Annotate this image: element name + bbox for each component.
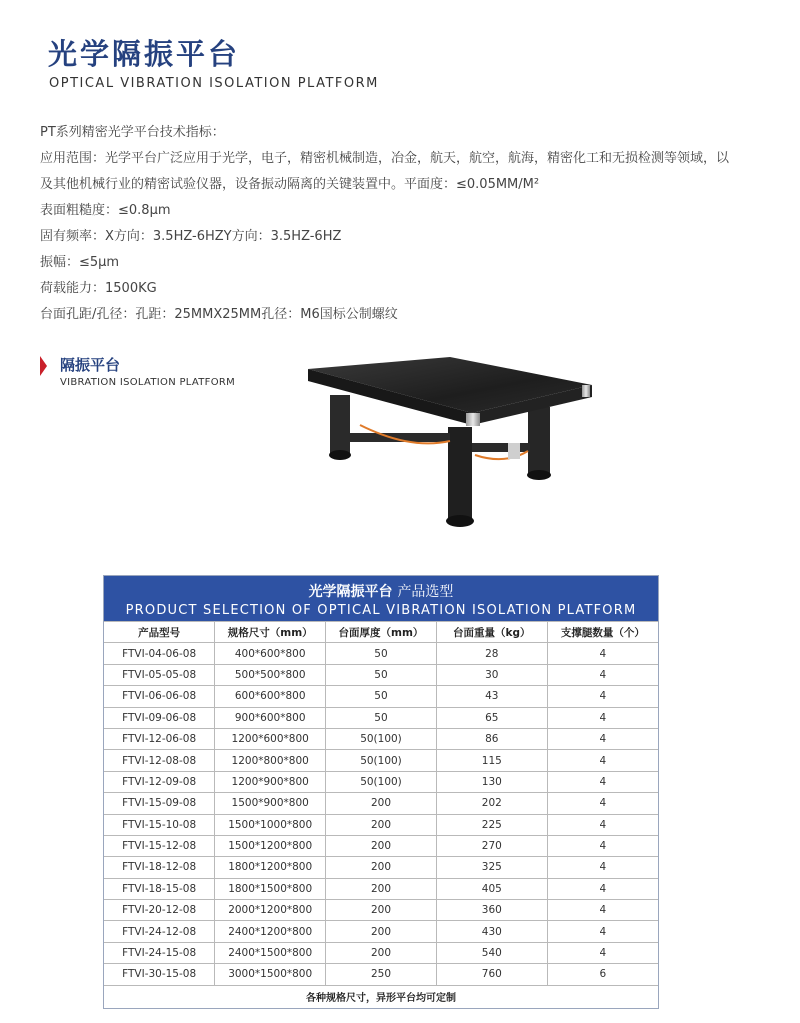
spec-line: 荷载能力：1500KG	[40, 281, 157, 296]
table-cell: FTVI-06-06-08	[104, 686, 215, 707]
table-cell: 400*600*800	[215, 643, 326, 664]
table-cell: FTVI-04-06-08	[104, 643, 215, 664]
table-cell: 86	[436, 728, 547, 749]
table-cell: FTVI-12-08-08	[104, 750, 215, 771]
table-title-suffix: 产品选型	[397, 584, 454, 600]
table-cell: 200	[326, 857, 437, 878]
table-cell: FTVI-15-10-08	[104, 814, 215, 835]
selection-table-panel	[103, 575, 659, 1009]
table-cell: 50(100)	[326, 750, 437, 771]
table-cell: 1200*800*800	[215, 750, 326, 771]
col-header: 产品型号	[104, 622, 215, 643]
table-row	[104, 728, 658, 749]
table-row	[104, 771, 658, 792]
table-cell: 50(100)	[326, 771, 437, 792]
table-cell: FTVI-15-09-08	[104, 793, 215, 814]
table-row	[104, 921, 658, 942]
page-title: 光学隔振平台	[48, 37, 241, 71]
table-row	[104, 643, 658, 664]
table-cell: 200	[326, 900, 437, 921]
table-cell: 200	[326, 942, 437, 963]
spec-line: 固有频率：X方向：3.5HZ-6HZY方向：3.5HZ-6HZ	[40, 229, 342, 244]
table-cell: FTVI-15-12-08	[104, 835, 215, 856]
table-cell: FTVI-30-15-08	[104, 964, 215, 985]
table-title-en: PRODUCT SELECTION OF OPTICAL VIBRATION ISOLATION PLATFORM	[125, 603, 637, 618]
table-row	[104, 793, 658, 814]
table-cell: 3000*1500*800	[215, 964, 326, 985]
col-header: 台面厚度（mm）	[326, 622, 437, 643]
table-cell: 1800*1500*800	[215, 878, 326, 899]
table-cell: FTVI-24-12-08	[104, 921, 215, 942]
table-cell: FTVI-12-09-08	[104, 771, 215, 792]
table-cell: 115	[436, 750, 547, 771]
table-header-banner	[104, 576, 658, 621]
table-cell: 540	[436, 942, 547, 963]
table-cell: 1500*1200*800	[215, 835, 326, 856]
table-row	[104, 835, 658, 856]
table-cell: 1500*900*800	[215, 793, 326, 814]
table-cell: 4	[547, 750, 658, 771]
spec-line: 台面孔距/孔径：孔距：25MMX25MM孔径：M6国标公制螺纹	[40, 307, 398, 322]
table-cell: FTVI-20-12-08	[104, 900, 215, 921]
table-cell: 130	[436, 771, 547, 792]
table-cell: 600*600*800	[215, 686, 326, 707]
table-cell: 4	[547, 857, 658, 878]
spec-line: 表面粗糙度：≤0.8μm	[40, 203, 171, 218]
table-cell: 4	[547, 835, 658, 856]
spec-line: PT系列精密光学平台技术指标：	[40, 125, 225, 140]
table-cell: 200	[326, 793, 437, 814]
table-cell: 30	[436, 664, 547, 685]
table-cell: 4	[547, 942, 658, 963]
section-title: 隔振平台	[60, 356, 121, 374]
platform-product-image	[300, 355, 600, 540]
table-cell: 200	[326, 921, 437, 942]
table-cell: 225	[436, 814, 547, 835]
table-cell: 500*500*800	[215, 664, 326, 685]
table-title	[104, 576, 658, 601]
table-cell: 1200*600*800	[215, 728, 326, 749]
table-cell: FTVI-05-05-08	[104, 664, 215, 685]
table-cell: 4	[547, 900, 658, 921]
spec-line: 振幅：≤5μm	[40, 255, 120, 270]
table-cell: 200	[326, 835, 437, 856]
table-cell: 65	[436, 707, 547, 728]
col-header: 规格尺寸（mm）	[215, 622, 326, 643]
table-row	[104, 750, 658, 771]
table-row	[104, 664, 658, 685]
table-cell: 4	[547, 878, 658, 899]
table-cell: 325	[436, 857, 547, 878]
table-cell: 1800*1200*800	[215, 857, 326, 878]
table-row	[104, 942, 658, 963]
table-cell: 4	[547, 771, 658, 792]
table-cell: 43	[436, 686, 547, 707]
product-selection-table	[104, 621, 658, 986]
red-arrow-icon	[40, 356, 46, 380]
table-cell: 4	[547, 814, 658, 835]
table-cell: 200	[326, 878, 437, 899]
table-cell: 250	[326, 964, 437, 985]
table-cell: FTVI-24-15-08	[104, 942, 215, 963]
table-cell: 4	[547, 643, 658, 664]
table-header-row	[104, 622, 658, 643]
table-cell: 2000*1200*800	[215, 900, 326, 921]
table-cell: 4	[547, 686, 658, 707]
spec-list	[40, 120, 740, 328]
table-cell: 202	[436, 793, 547, 814]
table-cell: 50(100)	[326, 728, 437, 749]
table-cell: 4	[547, 707, 658, 728]
table-cell: 760	[436, 964, 547, 985]
table-cell: 50	[326, 643, 437, 664]
spec-line: 应用范围：光学平台广泛应用于光学，电子，精密机械制造，冶金，航天，航空，航海，精密化工和无损检测等领域，以及其他机械行业的精密试验仪器，设备振动隔离的关键装置中。平面度：≤0.05MM/M²	[40, 151, 730, 192]
table-cell: 4	[547, 728, 658, 749]
table-cell: 430	[436, 921, 547, 942]
table-cell: 50	[326, 686, 437, 707]
table-cell: 200	[326, 814, 437, 835]
table-row	[104, 900, 658, 921]
table-cell: FTVI-18-12-08	[104, 857, 215, 878]
table-cell: 6	[547, 964, 658, 985]
table-cell: 50	[326, 707, 437, 728]
table-cell: FTVI-09-06-08	[104, 707, 215, 728]
col-header: 支撑腿数量（个）	[547, 622, 658, 643]
table-row	[104, 707, 658, 728]
page-subtitle: OPTICAL VIBRATION ISOLATION PLATFORM	[49, 76, 379, 91]
table-cell: 1200*900*800	[215, 771, 326, 792]
table-cell: 900*600*800	[215, 707, 326, 728]
table-row	[104, 878, 658, 899]
table-row	[104, 964, 658, 985]
table-cell: 50	[326, 664, 437, 685]
section-subtitle: VIBRATION ISOLATION PLATFORM	[60, 377, 236, 388]
table-title-main: 光学隔振平台	[308, 584, 393, 600]
table-cell: 4	[547, 664, 658, 685]
table-cell: 360	[436, 900, 547, 921]
col-header: 台面重量（kg）	[436, 622, 547, 643]
table-cell: FTVI-18-15-08	[104, 878, 215, 899]
table-cell: 405	[436, 878, 547, 899]
table-cell: FTVI-12-06-08	[104, 728, 215, 749]
table-cell: 2400*1200*800	[215, 921, 326, 942]
table-cell: 4	[547, 921, 658, 942]
table-row	[104, 686, 658, 707]
table-row	[104, 814, 658, 835]
table-cell: 28	[436, 643, 547, 664]
table-cell: 1500*1000*800	[215, 814, 326, 835]
custom-note: 各种规格尺寸，异形平台均可定制	[306, 992, 456, 1004]
table-row	[104, 857, 658, 878]
table-cell: 2400*1500*800	[215, 942, 326, 963]
table-cell: 270	[436, 835, 547, 856]
table-cell: 4	[547, 793, 658, 814]
